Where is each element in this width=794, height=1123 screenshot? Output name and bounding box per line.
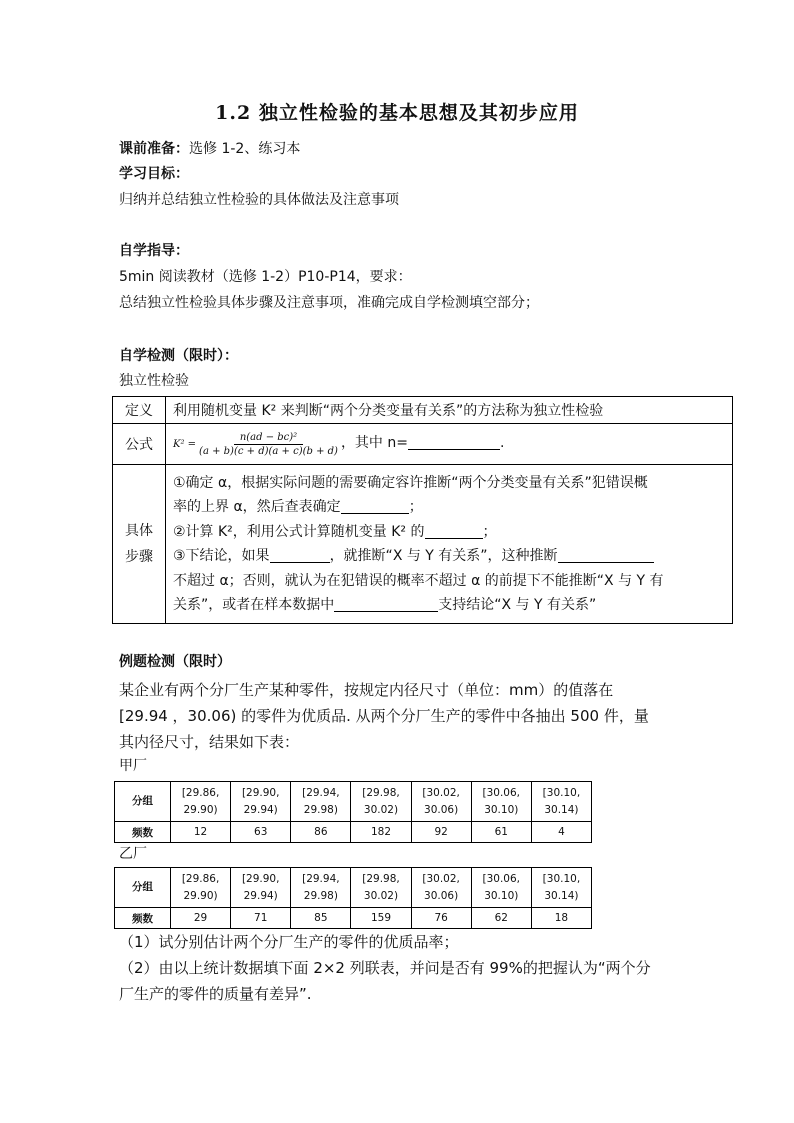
example-label: 例题检测（限时） — [119, 654, 231, 670]
frequency-cell: 18 — [531, 908, 591, 929]
step-2-end: ； — [482, 523, 497, 540]
frequency-header: 频数 — [115, 822, 171, 843]
formula-end: . — [500, 434, 505, 451]
group-cell — [291, 782, 351, 822]
example-paragraph-2: [29.94 ，30.06) 的零件为优质品. 从两个分厂生产的零件中各抽出 500 件，量 — [119, 707, 649, 725]
frequency-cell: 4 — [531, 822, 591, 843]
group-cell — [411, 782, 471, 822]
frequency-cell: 63 — [231, 822, 291, 843]
group-lower: [29.94, — [302, 786, 340, 799]
step-3-text-3: 关系”，或者在样本数据中 — [173, 597, 335, 613]
frequency-cell: 159 — [351, 908, 411, 929]
group-upper: 29.94) — [243, 889, 278, 902]
group-cell — [531, 868, 591, 908]
selftest-label: 自学检测（限时）： — [119, 348, 238, 364]
group-lower: [29.94, — [302, 872, 340, 885]
group-upper: 29.94) — [243, 803, 278, 816]
group-lower: [30.06, — [482, 872, 521, 885]
group-upper: 29.98) — [303, 889, 338, 902]
n-blank[interactable] — [408, 434, 500, 450]
factory-a-freq-row — [115, 822, 592, 843]
step-1-end: ； — [408, 499, 423, 515]
group-cell — [471, 782, 531, 822]
group-lower: [29.98, — [362, 872, 400, 885]
group-upper: 30.02) — [363, 889, 399, 902]
group-upper: 29.90) — [183, 889, 218, 902]
objectives-text: 归纳并总结独立性检验的具体做法及注意事项 — [119, 192, 399, 208]
step-3-text-4: 支持结论“X 与 Y 有关系” — [438, 597, 597, 613]
page-title: 1.2 独立性检验的基本思想及其初步应用 — [215, 102, 579, 124]
frequency-header: 频数 — [115, 908, 171, 929]
group-header: 分组 — [115, 782, 171, 822]
step-3-text-2: ，就推断“X 与 Y 有关系”，这种推断 — [329, 548, 558, 564]
group-header: 分组 — [115, 868, 171, 908]
group-upper: 29.90) — [183, 803, 218, 816]
group-cell — [291, 868, 351, 908]
steps-label-1: 具体 — [125, 523, 153, 539]
frequency-cell: 182 — [351, 822, 411, 843]
factory-a-groups-row — [115, 782, 592, 822]
group-cell — [231, 782, 291, 822]
group-upper: 30.10) — [484, 889, 519, 902]
group-cell — [231, 868, 291, 908]
example-paragraph-3: 其内径尺寸，结果如下表： — [119, 733, 300, 751]
frequency-cell: 62 — [471, 908, 531, 929]
factory-b-table — [114, 867, 592, 929]
question-2-line-a: （2）由以上统计数据填下面 2×2 列联表，并问是否有 99%的把握认为“两个分 — [119, 959, 651, 977]
group-upper: 29.98) — [303, 803, 338, 816]
guide-line-2: 总结独立性检验具体步骤及注意事项，准确完成自学检测填空部分； — [119, 295, 539, 311]
objectives-label: 学习目标： — [119, 166, 189, 182]
prep-label: 课前准备： — [119, 141, 189, 157]
factory-a-table — [114, 781, 592, 843]
frequency-cell: 12 — [171, 822, 231, 843]
group-cell — [351, 868, 411, 908]
frequency-cell: 86 — [291, 822, 351, 843]
factory-a-name: 甲厂 — [119, 758, 147, 774]
definition-row — [113, 397, 733, 424]
error-probability-blank[interactable] — [558, 547, 654, 563]
group-lower: [29.98, — [362, 786, 400, 799]
group-lower: [30.10, — [542, 872, 581, 885]
group-lower: [30.06, — [482, 786, 521, 799]
example-paragraph-1: 某企业有两个分厂生产某种零件，按规定内径尺寸（单位：mm）的值落在 — [119, 681, 614, 699]
definition-text: 利用随机变量 K² 来判断“两个分类变量有关系”的方法称为独立性检验 — [166, 397, 733, 424]
group-cell — [351, 782, 411, 822]
factory-b-name: 乙厂 — [119, 846, 147, 862]
formula-cell — [166, 424, 733, 465]
condition-blank[interactable] — [270, 547, 330, 563]
guide-line-1: 5min 阅读教材（选修 1-2）P10-P14，要求： — [119, 269, 412, 285]
guide-label: 自学指导： — [119, 243, 189, 259]
group-lower: [29.86, — [181, 786, 220, 799]
selftest-subtitle: 独立性检验 — [119, 373, 189, 389]
steps-label-2: 步骤 — [125, 549, 153, 565]
step-3-line-c — [173, 593, 725, 618]
group-cell — [171, 782, 231, 822]
step-1-text: 率的上界 α，然后查表确定 — [173, 499, 341, 515]
factory-b-freq-row — [115, 908, 592, 929]
group-lower: [30.02, — [422, 872, 460, 885]
step-3-text-1: ③下结论，如果 — [173, 548, 270, 564]
step-3-line-a — [173, 544, 725, 569]
frequency-cell: 29 — [171, 908, 231, 929]
formula-label: 公式 — [113, 424, 166, 465]
prep-text: 选修 1-2、练习本 — [189, 141, 301, 157]
group-lower: [30.10, — [542, 786, 581, 799]
group-upper: 30.06) — [424, 803, 459, 816]
group-upper: 30.06) — [424, 889, 459, 902]
group-lower: [29.90, — [241, 872, 280, 885]
step-1-line-a: ①确定 α，根据实际问题的需要确定容许推断“两个分类变量有关系”犯错误概 — [173, 474, 648, 491]
group-lower: [30.02, — [422, 786, 460, 799]
group-lower: [29.90, — [241, 786, 280, 799]
k-squared-formula — [173, 432, 341, 457]
formula-suffix: ，其中 n= — [340, 434, 408, 451]
observed-value-blank[interactable] — [425, 523, 483, 539]
prep-line — [119, 139, 300, 159]
formula-denominator: (a + b)(c + d)(a + c)(b + d) — [199, 445, 338, 457]
evidence-blank[interactable] — [334, 596, 438, 612]
group-lower: [29.86, — [181, 872, 220, 885]
group-upper: 30.02) — [363, 803, 399, 816]
definition-label: 定义 — [113, 397, 166, 424]
steps-content — [166, 465, 733, 624]
step-2-line — [173, 520, 725, 545]
question-1: （1）试分别估计两个分厂生产的零件的优质品率； — [119, 933, 459, 951]
step-1-line-b — [173, 495, 725, 520]
frequency-cell: 76 — [411, 908, 471, 929]
steps-row — [113, 465, 733, 624]
group-cell — [471, 868, 531, 908]
formula-numerator: n(ad − bc)² — [234, 432, 303, 445]
formula-lhs: K² = — [173, 438, 197, 450]
formula-fraction — [199, 432, 338, 457]
steps-label — [113, 465, 166, 624]
step-3-line-b: 不超过 α；否则，就认为在犯错误的概率不超过 α 的前提下不能推断“X 与 Y 有 — [173, 572, 664, 589]
group-cell — [531, 782, 591, 822]
group-upper: 30.14) — [544, 803, 579, 816]
step-2-text: ②计算 K²，利用公式计算随机变量 K² 的 — [173, 523, 425, 540]
frequency-cell: 85 — [291, 908, 351, 929]
frequency-cell: 92 — [411, 822, 471, 843]
independence-test-table — [112, 396, 733, 624]
group-upper: 30.10) — [484, 803, 519, 816]
group-cell — [411, 868, 471, 908]
frequency-cell: 61 — [471, 822, 531, 843]
question-2-line-b: 厂生产的零件的质量有差异”. — [119, 985, 312, 1003]
formula-row — [113, 424, 733, 465]
group-cell — [171, 868, 231, 908]
frequency-cell: 71 — [231, 908, 291, 929]
factory-b-groups-row — [115, 868, 592, 908]
critical-value-blank[interactable] — [341, 498, 409, 514]
group-upper: 30.14) — [544, 889, 579, 902]
